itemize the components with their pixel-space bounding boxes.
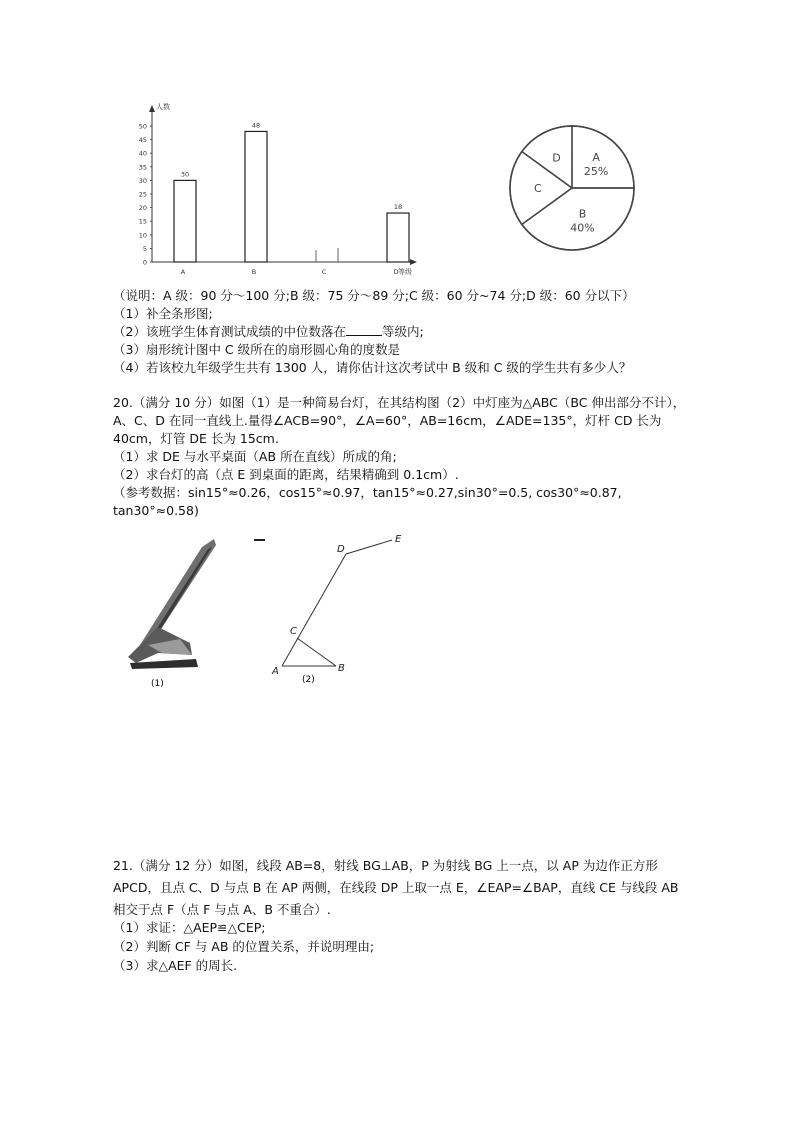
y-tick-label: 15 — [138, 217, 147, 226]
q19-part2 — [113, 323, 424, 341]
q21-part1: （1）求证：△AEP≌△CEP; — [113, 920, 266, 935]
y-tick-label: 0 — [142, 258, 147, 267]
q19-part2-text-b: 等级内; — [381, 324, 424, 339]
point-a-label: A — [272, 666, 279, 677]
y-tick-label: 50 — [138, 122, 147, 131]
bar-data-label: 48 — [251, 121, 261, 130]
point-b-label: B — [338, 663, 345, 674]
y-tick-label: 20 — [138, 204, 147, 213]
bar-b — [245, 131, 267, 262]
y-tick-label: 25 — [138, 190, 147, 199]
bar-chart — [130, 100, 440, 280]
pie-slice-d — [522, 126, 572, 188]
pie-slice-label: C — [534, 182, 542, 195]
bar-data-label: 30 — [180, 170, 190, 179]
pie-slice-label: B — [578, 207, 587, 221]
y-tick-label: 10 — [138, 231, 147, 240]
q19-part2-text-a: （2）该班学生体育测试成绩的中位数落在 — [113, 324, 346, 339]
bar-a — [174, 180, 196, 262]
point-e-label: E — [395, 534, 402, 545]
pie-slice-label: D — [552, 151, 561, 165]
q19-part1: （1）补全条形图; — [113, 306, 213, 321]
fig1-caption: (1) — [151, 679, 164, 689]
q21-part2: （2）判断 CF 与 AB 的位置关系，并说明理由; — [113, 939, 375, 954]
pie-slice-percent: 40% — [570, 221, 595, 235]
point-d-label: D — [337, 544, 345, 555]
q20-part1: （1）求 DE 与水平桌面（AB 所在直线）所成的角; — [113, 449, 397, 464]
q19-part4: （4）若该校九年级学生共有 1300 人，请你估计这次考试中 B 级和 C 级的学生共有多少人？ — [113, 360, 632, 375]
q19-part3: （3）扇形统计图中 C 级所在的扇形圆心角的度数是 — [113, 342, 401, 357]
q20-part2: （2）求台灯的高（点 E 到桌面的距离，结果精确到 0.1cm）. — [113, 467, 459, 482]
pie-slice-percent: 25% — [583, 164, 609, 178]
x-tick-label: B — [251, 268, 257, 276]
y-axis-label: 人数 — [156, 103, 170, 111]
y-axis-arrow — [149, 105, 155, 112]
pie-slice-a — [572, 126, 634, 188]
pie-slice-label: A — [592, 150, 600, 164]
lamp-photo-figure — [118, 535, 228, 695]
q21-stem: 21.（满分 12 分）如图，线段 AB=8，射线 BG⊥AB，P 为射线 BG 上一点，以 AP 为边作正方形 APCD，且点 C、D 与点 B 在 AP 两侧，在线段 DP 上取一点 E，∠EAP=∠BAP，直线 CE 与线段 AB 相交于点 F（点 F 与点 A、B 不重合）. — [113, 858, 679, 917]
point-c-label: C — [290, 626, 297, 637]
answer-blank — [346, 323, 382, 336]
fig2-caption: (2) — [302, 675, 315, 685]
bar-d — [387, 213, 409, 262]
pie-chart — [500, 118, 645, 263]
x-tick-label: D — [393, 268, 399, 276]
q20-stem: 20.（满分 10 分）如图（1）是一种简易台灯，在其结构图（2）中灯座为△ABC（BC 伸出部分不计），A、C、D 在同一直线上.量得∠ACB=90°，∠A=60°，AB=16cm，∠ADE=135°，灯杆 CD 长为 40cm，灯管 DE 长为 15cm. — [113, 395, 686, 446]
y-tick-label: 5 — [142, 244, 147, 253]
x-tick-label: A — [180, 268, 186, 276]
lamp-structure-diagram — [262, 528, 422, 688]
q20-reference-data: （参考数据：sin15°≈0.26，cos15°≈0.97，tan15°≈0.27,sin30°=0.5, cos30°≈0.87, tan30°≈0.58) — [113, 485, 622, 518]
x-axis-label: 等级 — [398, 268, 412, 276]
x-tick-label: C — [321, 268, 327, 276]
q21-part3: （3）求△AEF 的周长. — [113, 958, 238, 973]
x-axis-arrow — [410, 259, 417, 265]
grade-note: （说明：A 级：90 分～100 分;B 级：75 分～89 分;C 级：60 分~74 分;D 级：60 分以下） — [113, 288, 635, 303]
y-tick-label: 35 — [138, 163, 147, 172]
bar-data-label: 18 — [393, 203, 403, 212]
y-tick-label: 40 — [138, 149, 147, 158]
y-tick-label: 30 — [138, 176, 147, 185]
y-tick-label: 45 — [138, 136, 147, 145]
